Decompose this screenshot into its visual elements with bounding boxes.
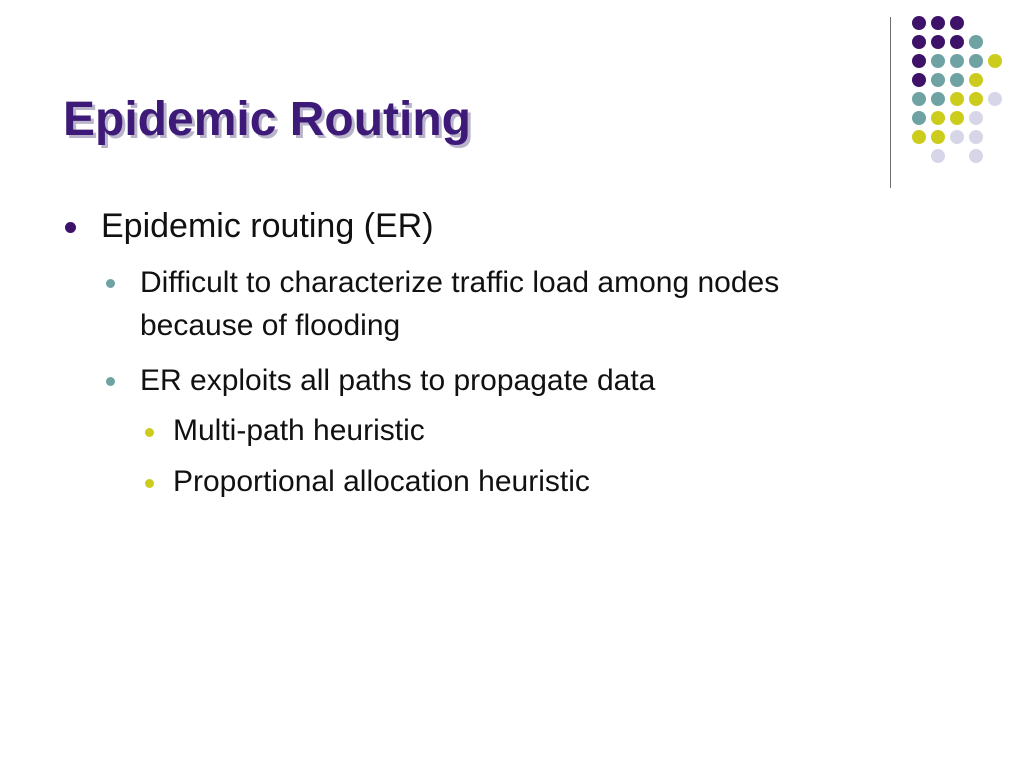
vertical-divider bbox=[890, 17, 891, 188]
bullet-dot-icon bbox=[106, 377, 115, 386]
dot bbox=[988, 54, 1002, 68]
slide-title: Epidemic Routing bbox=[63, 93, 471, 146]
dot bbox=[969, 92, 983, 106]
dot bbox=[950, 54, 964, 68]
dot bbox=[931, 54, 945, 68]
dot bbox=[931, 16, 945, 30]
dot bbox=[969, 73, 983, 87]
bullet-dot-icon bbox=[145, 479, 154, 488]
dot bbox=[931, 35, 945, 49]
dot bbox=[950, 92, 964, 106]
dot bbox=[931, 149, 945, 163]
dot bbox=[950, 16, 964, 30]
dot bbox=[912, 130, 926, 144]
bullet-text: ER exploits all paths to propagate data bbox=[140, 364, 656, 397]
bullet-dot-icon bbox=[145, 428, 154, 437]
dot bbox=[969, 54, 983, 68]
bullet-text: Epidemic routing (ER) bbox=[101, 207, 434, 245]
dot bbox=[931, 73, 945, 87]
dot bbox=[950, 73, 964, 87]
dot bbox=[912, 54, 926, 68]
bullet-text: Multi-path heuristic bbox=[173, 414, 425, 447]
dot bbox=[912, 92, 926, 106]
dot bbox=[988, 92, 1002, 106]
dot bbox=[912, 111, 926, 125]
bullet-text: Difficult to characterize traffic load among nodes bbox=[140, 266, 780, 299]
bullet-dot-icon bbox=[65, 222, 76, 233]
dot bbox=[912, 35, 926, 49]
dot bbox=[912, 16, 926, 30]
dot bbox=[969, 130, 983, 144]
dot bbox=[931, 92, 945, 106]
bullet-text: Proportional allocation heuristic bbox=[173, 465, 590, 498]
bullet-dot-icon bbox=[106, 279, 115, 288]
dot bbox=[912, 73, 926, 87]
dot bbox=[931, 111, 945, 125]
bullet-text-continuation: because of flooding bbox=[140, 309, 401, 342]
dot bbox=[950, 130, 964, 144]
dot bbox=[950, 111, 964, 125]
dot bbox=[969, 111, 983, 125]
dot bbox=[931, 130, 945, 144]
dot bbox=[969, 35, 983, 49]
dot bbox=[969, 149, 983, 163]
dot bbox=[950, 35, 964, 49]
